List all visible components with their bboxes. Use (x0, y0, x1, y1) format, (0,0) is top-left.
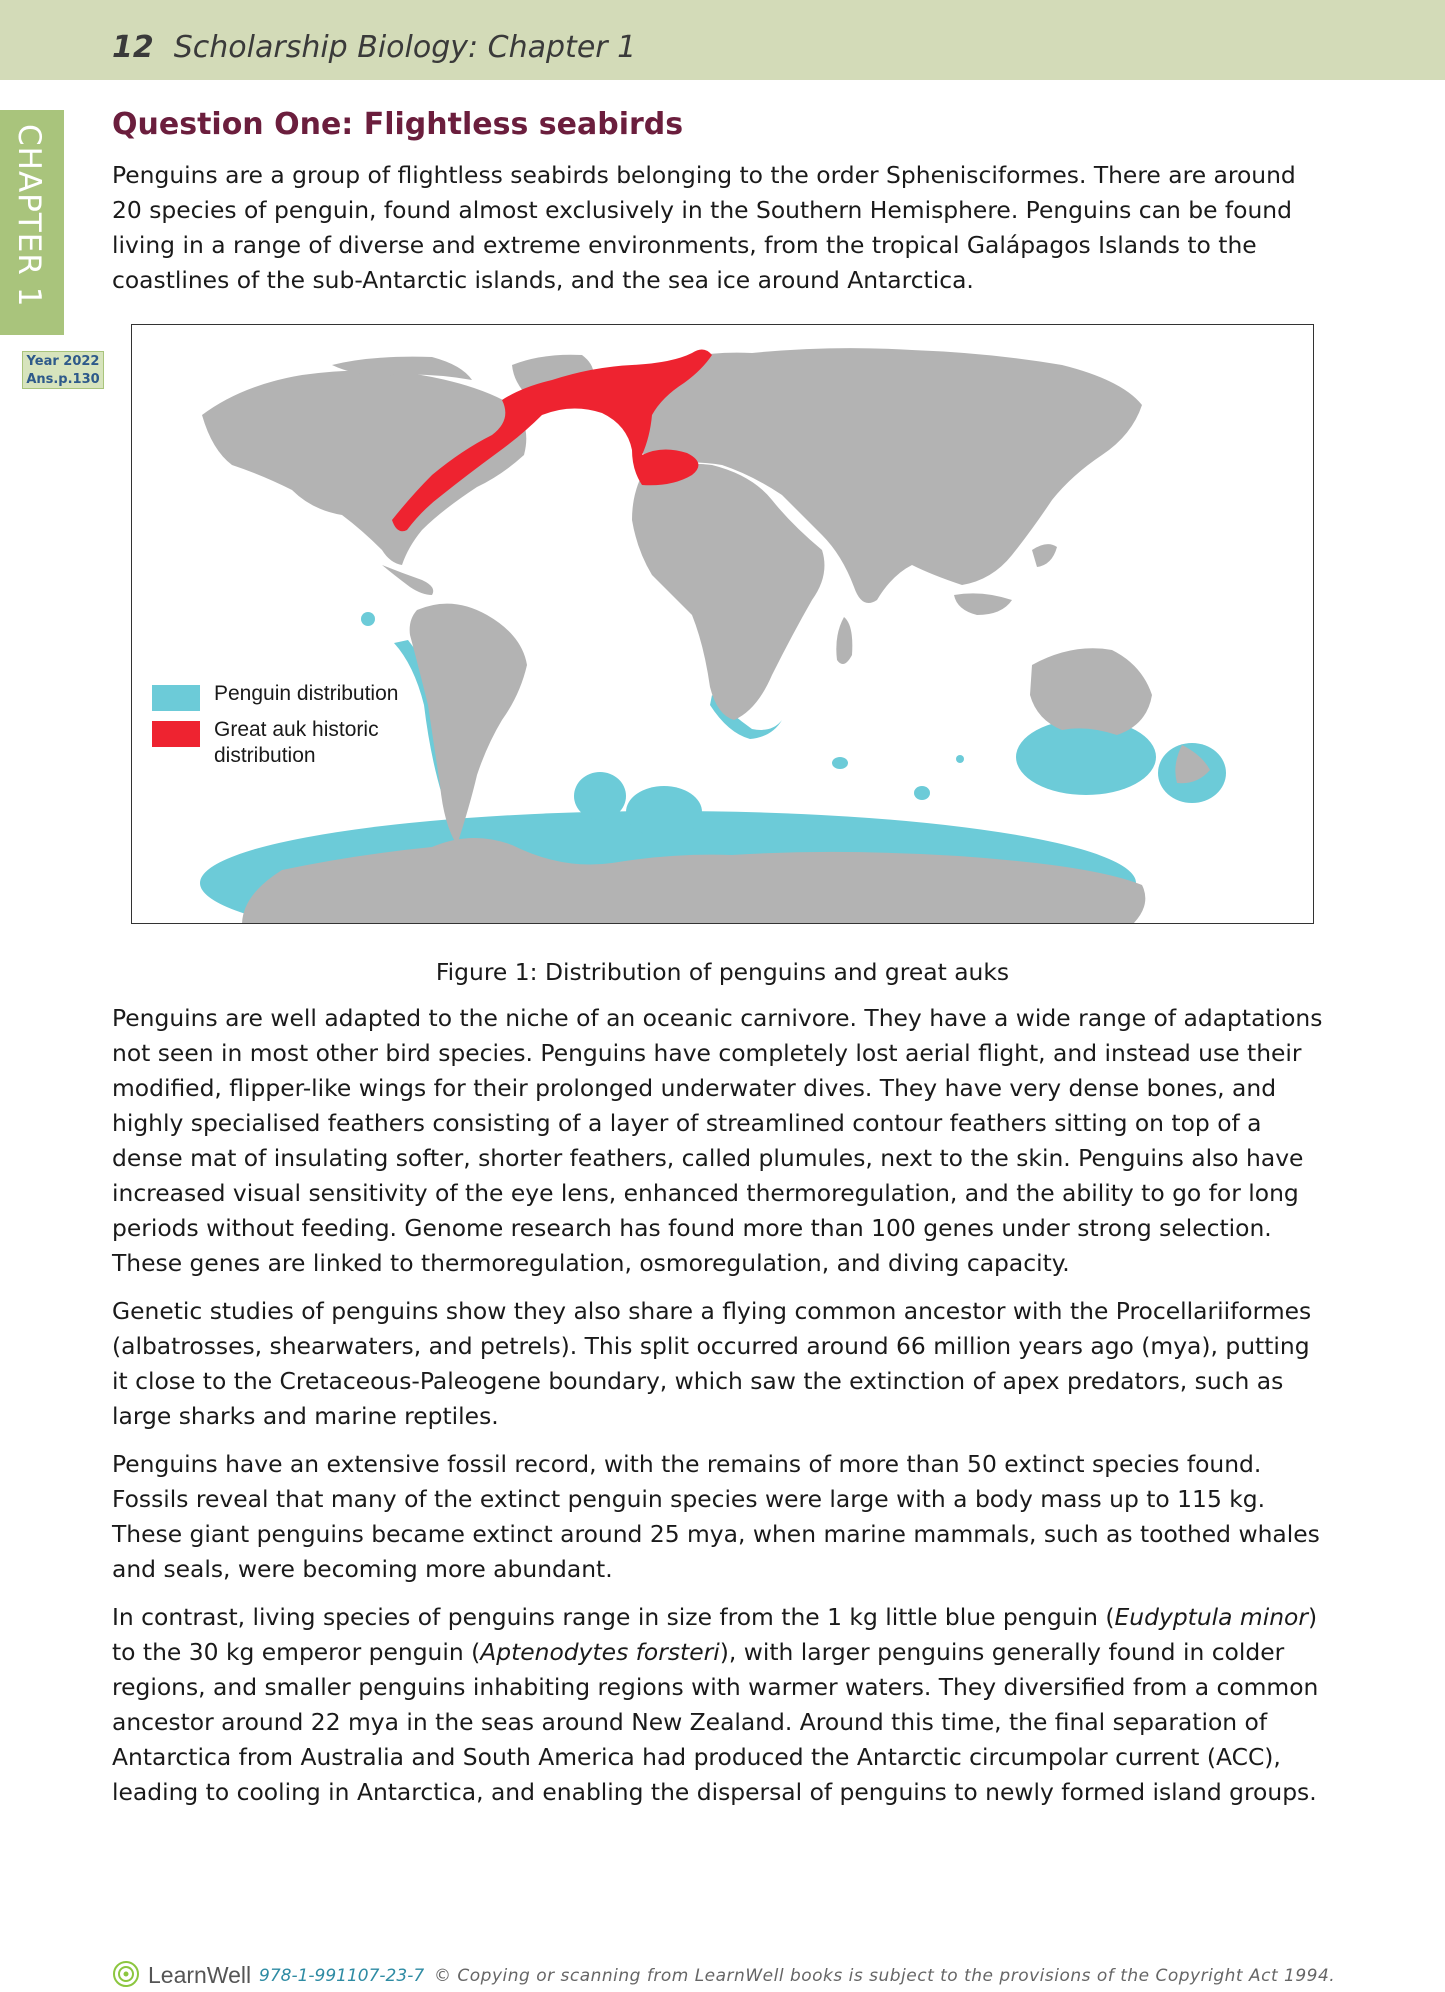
body-text: ) to the 30 kg emperor penguin ( (112, 1603, 1318, 1666)
species-name: Aptenodytes forsteri (480, 1638, 720, 1666)
species-name: Eudyptula minor (1114, 1603, 1308, 1631)
chapter-tab (0, 110, 64, 335)
southeast-asia-islands (954, 593, 1012, 615)
book-title: Scholarship Biology: Chapter 1 (173, 30, 637, 65)
central-america (382, 565, 433, 595)
australia (1030, 648, 1152, 735)
world-map (132, 325, 1314, 924)
page-number: 12 (112, 30, 154, 65)
chapter-label: CHAPTER 1 (11, 124, 47, 308)
legend-label-penguin: Penguin distribution (214, 682, 399, 705)
figure-caption: Figure 1: Distribution of penguins and great auks (435, 958, 1010, 986)
galapagos-penguin-zone (361, 612, 375, 626)
footer-copyright: © Copying or scanning from LearnWell books is subject to the provisions of the Copyright Act 1994. (434, 1966, 1336, 1986)
body-paragraph (112, 1600, 1330, 1810)
body-text: ), with larger penguins generally found in colder regions, and smaller penguins inhabiting regions with warmer waters. They diversified from a common ancestor around 22 mya in the seas around New Zealand. Around this time, the final separation of Antarctica from Australia and South America had produced the Antarctic circumpolar current (ACC), leading to cooling in Antarctica, and enabling the dispersal of penguins to newly formed island groups. (112, 1638, 1319, 1806)
south-georgia-penguin-zone (626, 786, 702, 838)
footer-brand: LearnWell (148, 1962, 252, 1988)
legend-item-great-auk (144, 713, 444, 767)
madagascar (836, 617, 852, 664)
distribution-map-figure (131, 324, 1314, 924)
legend-item-penguin (144, 677, 444, 713)
falklands-penguin-zone (574, 772, 626, 820)
body-text: In contrast, living species of penguins range in size from the 1 kg little blue penguin ( (112, 1603, 1115, 1631)
legend-swatch-great-auk (152, 721, 200, 747)
body-paragraph: Penguins are well adapted to the niche of an oceanic carnivore. They have a wide range of adaptations not seen in most other bird species. Penguins have completely lost aerial flight, and instead use their modified, flipper-like wings for their prolonged underwater dives. They have very dense bones, and highly specialised feathers consisting of a layer of streamlined contour feathers sitting on top of a dense mat of insulating softer, shorter feathers, called plumules, next to the skin. Penguins also have increased visual sensitivity of the eye lens, enhanced thermoregulation, and the ability to go for long periods without feeding. Genome research has found more than 100 genes under strong selection. These genes are linked to thermoregulation, osmoregulation, and diving capacity. (112, 1004, 1323, 1277)
year-badge (22, 351, 104, 389)
year-label: Year 2022 (26, 354, 100, 369)
page-header (0, 0, 1445, 80)
map-legend (144, 677, 444, 767)
answers-page-label: Ans.p.130 (26, 372, 100, 387)
marion-island-penguin-zone (832, 757, 848, 769)
australia-penguin-zone (1016, 719, 1156, 795)
north-america (202, 370, 526, 565)
learnwell-logo-icon (112, 1960, 140, 1988)
running-header (112, 30, 636, 65)
crozet-penguin-zone (956, 755, 964, 763)
intro-paragraph: Penguins are a group of flightless seabirds belonging to the order Sphenisciformes. There are around 20 species of penguin, found almost exclusively in the Southern Hemisphere. Penguins can be found living in a range of diverse and extreme environments, from the tropical Galápagos Islands to the coastlines of the sub-Antarctic islands, and the sea ice around Antarctica. (112, 161, 1296, 294)
body-paragraph: Genetic studies of penguins show they also share a flying common ancestor with the Procellariiformes (albatrosses, shearwaters, and petrels). This split occurred around 66 million years ago (mya), putting it close to the Cretaceous-Paleogene boundary, which saw the extinction of apex predators, such as large sharks and marine reptiles. (112, 1297, 1312, 1430)
footer-isbn: 978-1-991107-23-7 (259, 1966, 425, 1986)
body-paragraph: Penguins have an extensive fossil record, with the remains of more than 50 extinct species found. Fossils reveal that many of the extinct penguin species were large with a body mass up to 115 kg. These giant penguins became extinct around 25 mya, when marine mammals, such as toothed whales and seals, were becoming more abundant. (112, 1450, 1320, 1583)
kerguelen-penguin-zone (914, 786, 930, 800)
question-title: Question One: Flightless seabirds (112, 107, 684, 142)
legend-swatch-penguin (152, 685, 200, 711)
legend-label-great-auk: Great auk historic distribution (214, 718, 379, 767)
philippines (1032, 544, 1057, 567)
